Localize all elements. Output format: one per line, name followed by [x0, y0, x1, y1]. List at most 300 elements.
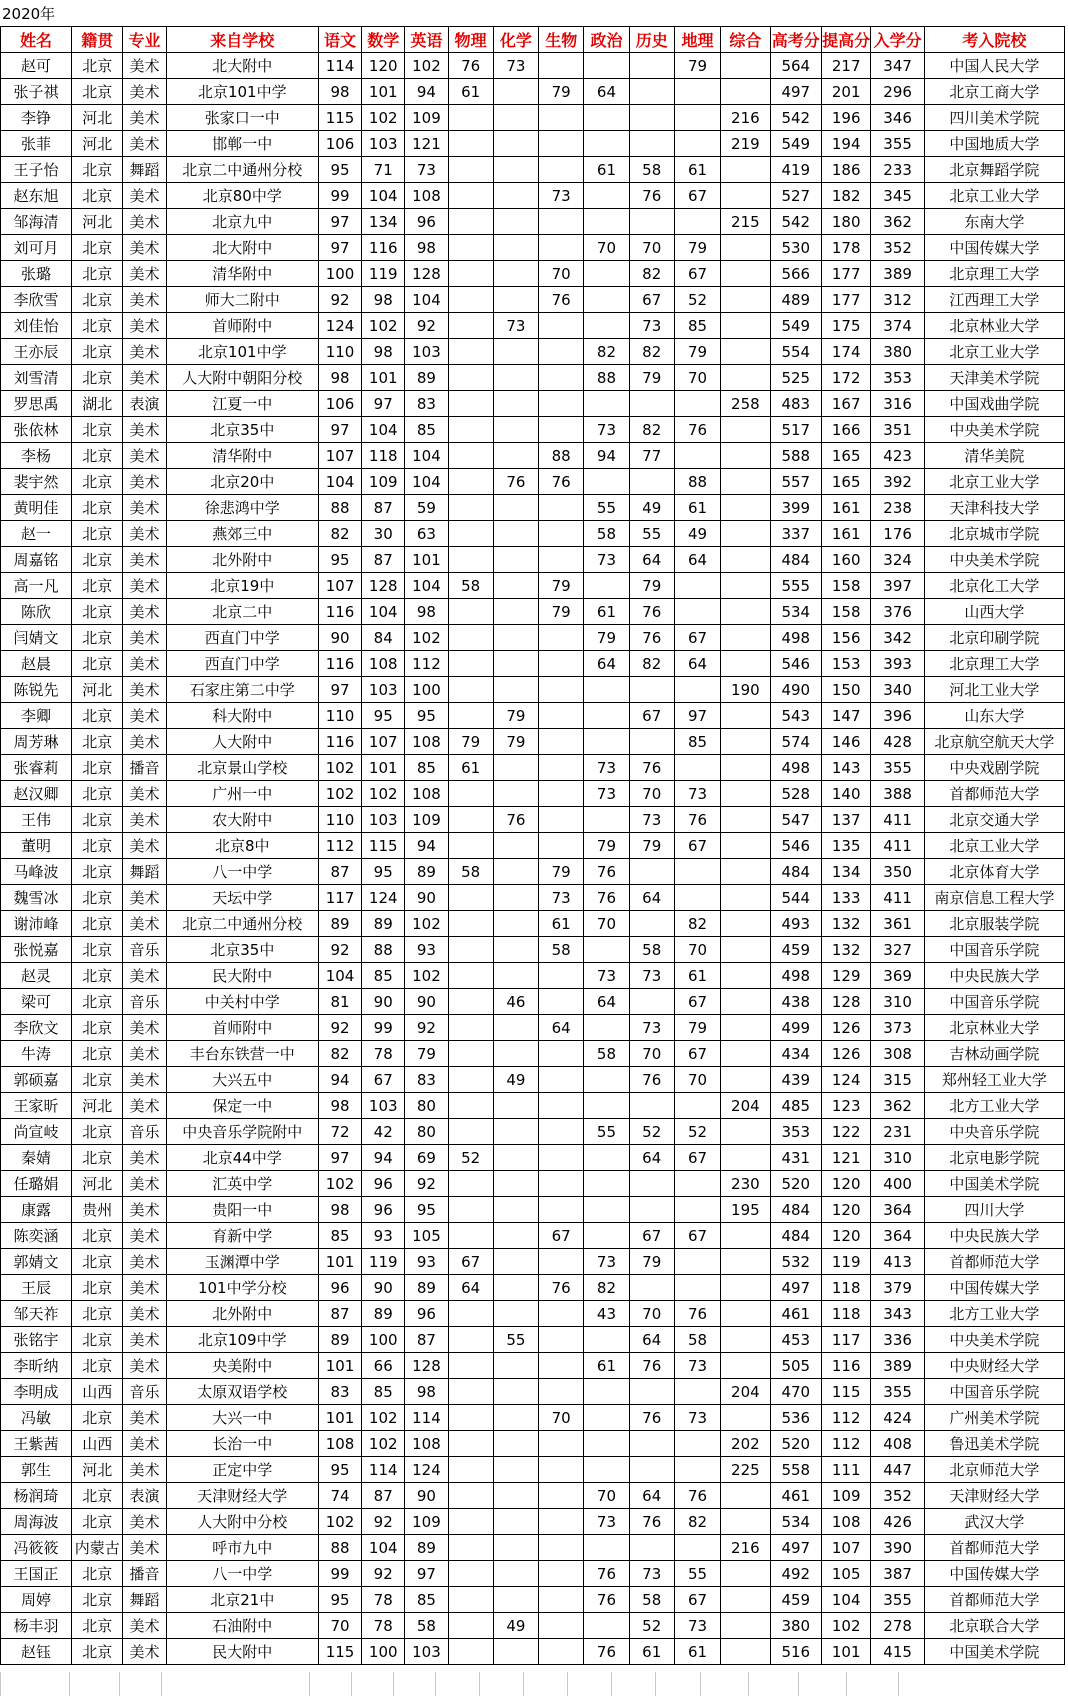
table-cell[interactable]: 北京 — [72, 1561, 123, 1587]
table-cell[interactable] — [674, 1457, 720, 1483]
table-cell[interactable] — [448, 1509, 493, 1535]
table-cell[interactable] — [493, 1145, 538, 1171]
table-cell[interactable]: 92 — [362, 1509, 405, 1535]
table-cell[interactable] — [539, 807, 584, 833]
table-cell[interactable]: 104 — [362, 1535, 405, 1561]
table-cell[interactable]: 冯筱筱 — [1, 1535, 72, 1561]
table-cell[interactable]: 石油附中 — [166, 1613, 318, 1639]
table-cell[interactable] — [493, 417, 538, 443]
table-cell[interactable]: 118 — [362, 443, 405, 469]
table-cell[interactable] — [448, 703, 493, 729]
table-cell[interactable] — [448, 1197, 493, 1223]
table-cell[interactable]: 129 — [821, 963, 870, 989]
table-cell[interactable]: 95 — [405, 1197, 448, 1223]
table-cell[interactable]: 238 — [871, 495, 925, 521]
table-cell[interactable]: 82 — [629, 651, 674, 677]
table-cell[interactable]: 天津财经大学 — [166, 1483, 318, 1509]
table-cell[interactable]: 166 — [821, 417, 870, 443]
table-cell[interactable]: 中央民族大学 — [924, 963, 1064, 989]
table-cell[interactable]: 387 — [871, 1561, 925, 1587]
table-cell[interactable]: 李明成 — [1, 1379, 72, 1405]
table-cell[interactable]: 95 — [318, 1457, 361, 1483]
table-cell[interactable] — [539, 781, 584, 807]
table-cell[interactable]: 美术 — [123, 1015, 166, 1041]
table-cell[interactable]: 64 — [629, 1483, 674, 1509]
table-cell[interactable] — [493, 1353, 538, 1379]
table-cell[interactable]: 124 — [821, 1067, 870, 1093]
table-cell[interactable]: 87 — [318, 859, 361, 885]
table-cell[interactable]: 表演 — [123, 1483, 166, 1509]
table-cell[interactable]: 农大附中 — [166, 807, 318, 833]
table-cell[interactable]: 李铮 — [1, 105, 72, 131]
table-cell[interactable] — [448, 1301, 493, 1327]
table-cell[interactable]: 64 — [584, 651, 629, 677]
table-cell[interactable]: 表演 — [123, 391, 166, 417]
table-cell[interactable]: 525 — [770, 365, 821, 391]
table-cell[interactable]: 67 — [539, 1223, 584, 1249]
table-cell[interactable] — [448, 599, 493, 625]
table-cell[interactable]: 73 — [584, 963, 629, 989]
table-cell[interactable]: 484 — [770, 1197, 821, 1223]
table-cell[interactable]: 70 — [318, 1613, 361, 1639]
table-cell[interactable]: 北外附中 — [166, 547, 318, 573]
table-cell[interactable]: 音乐 — [123, 1379, 166, 1405]
table-cell[interactable]: 70 — [584, 911, 629, 937]
table-cell[interactable]: 丰台东铁营一中 — [166, 1041, 318, 1067]
table-cell[interactable]: 355 — [871, 1379, 925, 1405]
table-cell[interactable]: 96 — [405, 209, 448, 235]
table-cell[interactable]: 王辰 — [1, 1275, 72, 1301]
table-cell[interactable]: 347 — [871, 53, 925, 79]
table-cell[interactable]: 121 — [405, 131, 448, 157]
table-cell[interactable]: 101 — [318, 1249, 361, 1275]
table-cell[interactable] — [721, 521, 770, 547]
table-cell[interactable]: 舞蹈 — [123, 1587, 166, 1613]
table-cell[interactable]: 158 — [821, 599, 870, 625]
table-cell[interactable] — [493, 885, 538, 911]
table-cell[interactable] — [448, 1041, 493, 1067]
table-cell[interactable]: 396 — [871, 703, 925, 729]
table-cell[interactable] — [721, 339, 770, 365]
table-cell[interactable]: 67 — [674, 833, 720, 859]
table-cell[interactable] — [721, 261, 770, 287]
table-cell[interactable]: 459 — [770, 1587, 821, 1613]
table-cell[interactable]: 58 — [629, 1587, 674, 1613]
table-cell[interactable] — [448, 937, 493, 963]
table-cell[interactable]: 49 — [493, 1067, 538, 1093]
table-cell[interactable] — [448, 183, 493, 209]
table-cell[interactable]: 音乐 — [123, 937, 166, 963]
table-cell[interactable] — [584, 1145, 629, 1171]
table-cell[interactable]: 67 — [674, 1145, 720, 1171]
table-cell[interactable]: 49 — [674, 521, 720, 547]
table-cell[interactable] — [493, 963, 538, 989]
table-cell[interactable] — [539, 157, 584, 183]
table-cell[interactable] — [448, 989, 493, 1015]
table-cell[interactable]: 343 — [871, 1301, 925, 1327]
table-cell[interactable]: 70 — [629, 781, 674, 807]
table-cell[interactable] — [493, 625, 538, 651]
table-cell[interactable]: 中关村中学 — [166, 989, 318, 1015]
table-cell[interactable] — [539, 1431, 584, 1457]
table-cell[interactable]: 64 — [584, 989, 629, 1015]
table-cell[interactable]: 裴宇然 — [1, 469, 72, 495]
table-cell[interactable]: 美术 — [123, 833, 166, 859]
table-cell[interactable]: 美术 — [123, 1405, 166, 1431]
table-cell[interactable]: 北京理工大学 — [924, 261, 1064, 287]
table-cell[interactable]: 76 — [674, 1483, 720, 1509]
table-cell[interactable]: 美术 — [123, 1639, 166, 1665]
table-cell[interactable]: 64 — [674, 547, 720, 573]
table-cell[interactable]: 王伟 — [1, 807, 72, 833]
table-cell[interactable]: 中国地质大学 — [924, 131, 1064, 157]
table-cell[interactable] — [493, 287, 538, 313]
table-cell[interactable]: 98 — [318, 365, 361, 391]
table-cell[interactable]: 92 — [318, 937, 361, 963]
table-cell[interactable]: 355 — [871, 755, 925, 781]
table-cell[interactable]: 尚宣岐 — [1, 1119, 72, 1145]
table-cell[interactable]: 吉林动画学院 — [924, 1041, 1064, 1067]
table-cell[interactable] — [448, 391, 493, 417]
table-cell[interactable]: 79 — [493, 729, 538, 755]
table-cell[interactable]: 102 — [405, 963, 448, 989]
table-cell[interactable]: 北京 — [72, 1353, 123, 1379]
table-cell[interactable]: 北京工业大学 — [924, 469, 1064, 495]
table-cell[interactable]: 王子怡 — [1, 157, 72, 183]
table-cell[interactable]: 94 — [405, 833, 448, 859]
table-cell[interactable] — [721, 729, 770, 755]
table-cell[interactable]: 176 — [871, 521, 925, 547]
table-cell[interactable] — [539, 417, 584, 443]
table-cell[interactable] — [448, 131, 493, 157]
table-cell[interactable] — [721, 989, 770, 1015]
table-cell[interactable]: 76 — [674, 417, 720, 443]
table-cell[interactable]: 中国美术学院 — [924, 1171, 1064, 1197]
table-cell[interactable]: 543 — [770, 703, 821, 729]
table-cell[interactable]: 美术 — [123, 417, 166, 443]
table-cell[interactable]: 89 — [318, 1327, 361, 1353]
table-cell[interactable] — [721, 1561, 770, 1587]
table-cell[interactable]: 96 — [405, 1301, 448, 1327]
table-cell[interactable]: 190 — [721, 677, 770, 703]
table-cell[interactable]: 首都师范大学 — [924, 1249, 1064, 1275]
table-cell[interactable] — [721, 1587, 770, 1613]
table-cell[interactable]: 532 — [770, 1249, 821, 1275]
table-cell[interactable]: 120 — [821, 1171, 870, 1197]
table-cell[interactable]: 中央戏剧学院 — [924, 755, 1064, 781]
table-cell[interactable]: 中央音乐学院 — [924, 1119, 1064, 1145]
table-cell[interactable]: 100 — [362, 1327, 405, 1353]
table-cell[interactable]: 美术 — [123, 677, 166, 703]
table-cell[interactable]: 103 — [362, 1093, 405, 1119]
table-cell[interactable] — [629, 1535, 674, 1561]
table-cell[interactable] — [539, 651, 584, 677]
table-cell[interactable]: 北京 — [72, 989, 123, 1015]
table-cell[interactable]: 民大附中 — [166, 963, 318, 989]
table-cell[interactable]: 489 — [770, 287, 821, 313]
table-cell[interactable]: 张睿莉 — [1, 755, 72, 781]
table-cell[interactable]: 493 — [770, 911, 821, 937]
table-cell[interactable]: 美术 — [123, 521, 166, 547]
table-cell[interactable]: 459 — [770, 937, 821, 963]
table-cell[interactable]: 59 — [405, 495, 448, 521]
table-cell[interactable]: 42 — [362, 1119, 405, 1145]
table-cell[interactable]: 北京印刷学院 — [924, 625, 1064, 651]
table-cell[interactable] — [721, 547, 770, 573]
table-cell[interactable]: 118 — [821, 1275, 870, 1301]
table-cell[interactable]: 美术 — [123, 911, 166, 937]
table-cell[interactable]: 95 — [318, 547, 361, 573]
table-cell[interactable]: 北京 — [72, 1119, 123, 1145]
table-cell[interactable]: 564 — [770, 53, 821, 79]
table-cell[interactable]: 182 — [821, 183, 870, 209]
table-cell[interactable]: 98 — [318, 1197, 361, 1223]
table-cell[interactable] — [674, 1535, 720, 1561]
table-cell[interactable]: 美术 — [123, 287, 166, 313]
table-cell[interactable]: 北京林业大学 — [924, 1015, 1064, 1041]
table-cell[interactable]: 85 — [362, 963, 405, 989]
table-cell[interactable]: 83 — [318, 1379, 361, 1405]
table-cell[interactable]: 204 — [721, 1093, 770, 1119]
table-cell[interactable]: 67 — [674, 1587, 720, 1613]
table-cell[interactable]: 95 — [362, 859, 405, 885]
table-cell[interactable] — [721, 1275, 770, 1301]
table-cell[interactable] — [629, 1171, 674, 1197]
table-cell[interactable] — [448, 157, 493, 183]
table-cell[interactable]: 首都师范大学 — [924, 1535, 1064, 1561]
table-cell[interactable]: 64 — [448, 1275, 493, 1301]
table-cell[interactable]: 105 — [821, 1561, 870, 1587]
table-cell[interactable] — [629, 79, 674, 105]
table-cell[interactable]: 546 — [770, 833, 821, 859]
table-cell[interactable]: 97 — [318, 209, 361, 235]
table-cell[interactable]: 85 — [405, 1587, 448, 1613]
table-cell[interactable]: 美术 — [123, 1301, 166, 1327]
table-cell[interactable] — [539, 1327, 584, 1353]
table-cell[interactable]: 498 — [770, 625, 821, 651]
table-cell[interactable] — [584, 573, 629, 599]
table-cell[interactable] — [584, 469, 629, 495]
table-cell[interactable]: 390 — [871, 1535, 925, 1561]
table-cell[interactable]: 83 — [405, 391, 448, 417]
table-cell[interactable]: 北方工业大学 — [924, 1093, 1064, 1119]
table-cell[interactable]: 400 — [871, 1171, 925, 1197]
table-cell[interactable]: 中央民族大学 — [924, 1223, 1064, 1249]
table-cell[interactable] — [448, 1431, 493, 1457]
table-cell[interactable]: 89 — [405, 859, 448, 885]
table-cell[interactable]: 114 — [362, 1457, 405, 1483]
table-cell[interactable]: 内蒙古 — [72, 1535, 123, 1561]
table-cell[interactable]: 352 — [871, 235, 925, 261]
table-cell[interactable]: 105 — [405, 1223, 448, 1249]
table-cell[interactable] — [448, 963, 493, 989]
table-cell[interactable]: 70 — [539, 1405, 584, 1431]
table-cell[interactable]: 517 — [770, 417, 821, 443]
table-cell[interactable]: 北京 — [72, 1301, 123, 1327]
table-cell[interactable]: 北京 — [72, 1249, 123, 1275]
table-cell[interactable] — [493, 1457, 538, 1483]
table-cell[interactable]: 任璐娟 — [1, 1171, 72, 1197]
table-cell[interactable]: 96 — [362, 1171, 405, 1197]
table-cell[interactable]: 312 — [871, 287, 925, 313]
table-cell[interactable] — [493, 1093, 538, 1119]
table-cell[interactable]: 美术 — [123, 53, 166, 79]
table-cell[interactable] — [448, 235, 493, 261]
table-cell[interactable] — [448, 1587, 493, 1613]
table-cell[interactable]: 161 — [821, 495, 870, 521]
table-cell[interactable]: 99 — [362, 1015, 405, 1041]
table-cell[interactable] — [539, 131, 584, 157]
table-cell[interactable]: 美术 — [123, 1223, 166, 1249]
table-cell[interactable] — [539, 53, 584, 79]
table-cell[interactable]: 87 — [362, 547, 405, 573]
table-cell[interactable] — [721, 859, 770, 885]
table-cell[interactable]: 李杨 — [1, 443, 72, 469]
table-cell[interactable]: 340 — [871, 677, 925, 703]
table-cell[interactable] — [493, 443, 538, 469]
table-cell[interactable]: 350 — [871, 859, 925, 885]
table-cell[interactable]: 秦婧 — [1, 1145, 72, 1171]
table-cell[interactable] — [584, 1327, 629, 1353]
table-cell[interactable]: 郭生 — [1, 1457, 72, 1483]
table-cell[interactable]: 217 — [821, 53, 870, 79]
table-cell[interactable]: 北京 — [72, 1639, 123, 1665]
table-cell[interactable]: 北京 — [72, 417, 123, 443]
table-cell[interactable]: 516 — [770, 1639, 821, 1665]
table-cell[interactable]: 536 — [770, 1405, 821, 1431]
table-cell[interactable]: 346 — [871, 105, 925, 131]
table-cell[interactable]: 534 — [770, 1509, 821, 1535]
table-cell[interactable]: 424 — [871, 1405, 925, 1431]
table-cell[interactable]: 美术 — [123, 131, 166, 157]
table-cell[interactable]: 351 — [871, 417, 925, 443]
table-cell[interactable]: 美术 — [123, 1275, 166, 1301]
table-cell[interactable] — [493, 859, 538, 885]
table-cell[interactable]: 117 — [821, 1327, 870, 1353]
table-cell[interactable]: 361 — [871, 911, 925, 937]
table-cell[interactable] — [674, 79, 720, 105]
table-cell[interactable]: 549 — [770, 131, 821, 157]
table-cell[interactable]: 230 — [721, 1171, 770, 1197]
table-cell[interactable] — [448, 1015, 493, 1041]
table-cell[interactable]: 112 — [821, 1405, 870, 1431]
table-cell[interactable]: 116 — [362, 235, 405, 261]
table-cell[interactable]: 73 — [539, 885, 584, 911]
table-cell[interactable]: 499 — [770, 1015, 821, 1041]
table-cell[interactable] — [539, 365, 584, 391]
table-cell[interactable] — [721, 963, 770, 989]
table-cell[interactable] — [448, 781, 493, 807]
table-cell[interactable]: 392 — [871, 469, 925, 495]
table-cell[interactable]: 北京舞蹈学院 — [924, 157, 1064, 183]
table-cell[interactable] — [448, 365, 493, 391]
table-cell[interactable]: 美术 — [123, 313, 166, 339]
table-cell[interactable]: 89 — [318, 911, 361, 937]
table-cell[interactable]: 55 — [584, 495, 629, 521]
table-cell[interactable]: 216 — [721, 105, 770, 131]
table-cell[interactable] — [584, 677, 629, 703]
table-cell[interactable]: 52 — [674, 287, 720, 313]
table-cell[interactable] — [584, 1171, 629, 1197]
table-cell[interactable]: 63 — [405, 521, 448, 547]
table-cell[interactable]: 133 — [821, 885, 870, 911]
table-cell[interactable]: 美术 — [123, 235, 166, 261]
table-cell[interactable] — [493, 937, 538, 963]
table-cell[interactable]: 178 — [821, 235, 870, 261]
table-cell[interactable] — [539, 209, 584, 235]
table-cell[interactable] — [448, 677, 493, 703]
table-cell[interactable]: 首都师范大学 — [924, 781, 1064, 807]
table-cell[interactable]: 美术 — [123, 1431, 166, 1457]
table-cell[interactable] — [493, 209, 538, 235]
table-cell[interactable]: 137 — [821, 807, 870, 833]
table-cell[interactable]: 67 — [674, 261, 720, 287]
table-cell[interactable]: 北京化工大学 — [924, 573, 1064, 599]
table-cell[interactable] — [539, 1483, 584, 1509]
table-cell[interactable]: 484 — [770, 859, 821, 885]
table-cell[interactable] — [448, 833, 493, 859]
table-cell[interactable]: 497 — [770, 1535, 821, 1561]
table-cell[interactable] — [721, 911, 770, 937]
table-cell[interactable]: 周婷 — [1, 1587, 72, 1613]
table-cell[interactable] — [493, 131, 538, 157]
table-cell[interactable]: 397 — [871, 573, 925, 599]
table-cell[interactable] — [539, 339, 584, 365]
table-cell[interactable]: 66 — [362, 1353, 405, 1379]
table-cell[interactable] — [493, 339, 538, 365]
table-cell[interactable] — [721, 287, 770, 313]
table-cell[interactable] — [539, 547, 584, 573]
table-cell[interactable]: 87 — [318, 1301, 361, 1327]
table-cell[interactable]: 贵州 — [72, 1197, 123, 1223]
table-cell[interactable]: 438 — [770, 989, 821, 1015]
table-cell[interactable] — [539, 1041, 584, 1067]
table-cell[interactable]: 88 — [584, 365, 629, 391]
table-cell[interactable] — [493, 1431, 538, 1457]
table-cell[interactable]: 北京 — [72, 807, 123, 833]
table-cell[interactable]: 黄明佳 — [1, 495, 72, 521]
table-cell[interactable]: 79 — [584, 625, 629, 651]
table-cell[interactable]: 120 — [821, 1223, 870, 1249]
table-cell[interactable]: 527 — [770, 183, 821, 209]
table-cell[interactable] — [493, 833, 538, 859]
table-cell[interactable]: 张璐 — [1, 261, 72, 287]
table-cell[interactable]: 90 — [405, 1483, 448, 1509]
table-cell[interactable]: 101中学分校 — [166, 1275, 318, 1301]
table-cell[interactable]: 104 — [405, 573, 448, 599]
table-cell[interactable] — [721, 53, 770, 79]
table-cell[interactable]: 北京电影学院 — [924, 1145, 1064, 1171]
table-cell[interactable] — [721, 651, 770, 677]
table-cell[interactable]: 85 — [674, 729, 720, 755]
table-cell[interactable]: 146 — [821, 729, 870, 755]
table-cell[interactable]: 北京 — [72, 1483, 123, 1509]
table-cell[interactable]: 96 — [318, 1275, 361, 1301]
table-cell[interactable]: 康露 — [1, 1197, 72, 1223]
table-cell[interactable]: 中央美术学院 — [924, 547, 1064, 573]
table-cell[interactable]: 90 — [405, 989, 448, 1015]
table-cell[interactable]: 520 — [770, 1171, 821, 1197]
table-cell[interactable]: 北京 — [72, 885, 123, 911]
table-cell[interactable]: 124 — [318, 313, 361, 339]
table-cell[interactable]: 104 — [318, 469, 361, 495]
table-cell[interactable]: 98 — [318, 1093, 361, 1119]
table-cell[interactable]: 574 — [770, 729, 821, 755]
table-cell[interactable]: 燕郊三中 — [166, 521, 318, 547]
table-cell[interactable]: 王家昕 — [1, 1093, 72, 1119]
table-cell[interactable]: 92 — [318, 1015, 361, 1041]
table-cell[interactable]: 79 — [539, 573, 584, 599]
